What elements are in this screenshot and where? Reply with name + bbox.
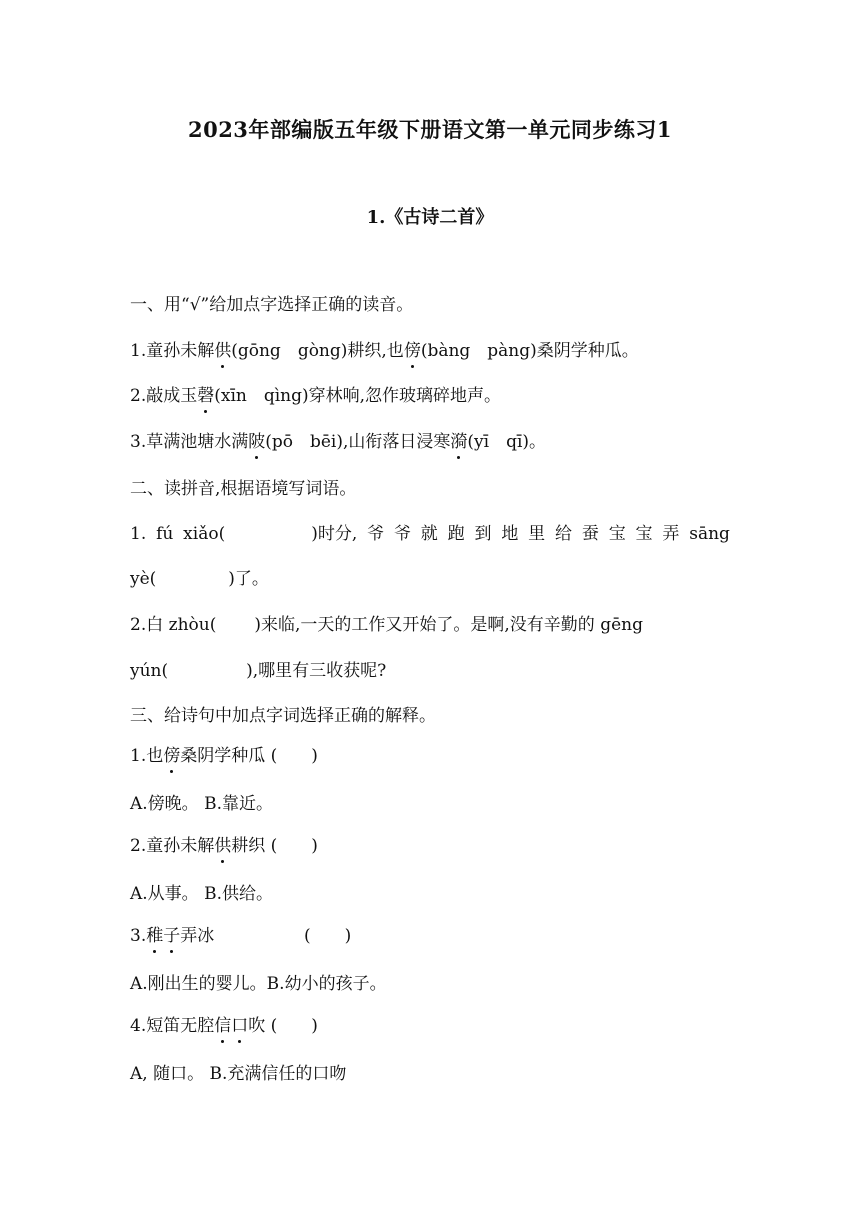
- question-3-3-paren: ( ): [304, 926, 352, 946]
- question-3-4: 4.短笛无腔信口吹 ( ): [130, 1016, 318, 1036]
- dotted-char: 傍: [403, 341, 421, 361]
- section-heading-pinyin: 二、读拼音,根据语境写词语。: [130, 479, 357, 499]
- question-2-2-line2: yún( ),哪里有三收获呢?: [130, 661, 387, 681]
- question-1-3: 3.草满池塘水满陂(pō bēi),山衔落日浸寒漪(yī qī)。: [130, 432, 547, 452]
- dotted-char: 供: [214, 341, 232, 361]
- question-2-1-line2: yè( )了。: [130, 569, 269, 589]
- question-3-4-options: A, 随口。 B.充满信任的口吻: [130, 1064, 347, 1084]
- section-heading-meaning: 三、给诗句中加点字词选择正确的解释。: [130, 706, 436, 726]
- dotted-char: 傍: [163, 746, 181, 766]
- dotted-char: 稚: [146, 926, 164, 946]
- question-2-1-line1: 1. fú xiǎo( )时分, 爷 爷 就 跑 到 地 里 给 蚕 宝 宝 弄 sāng: [130, 524, 730, 544]
- question-3-3-options: A.刚出生的婴儿。B.幼小的孩子。: [130, 974, 387, 994]
- question-1-1: 1.童孙未解供(gōng gòng)耕织,也傍(bàng pàng)桑阴学种瓜。: [130, 341, 639, 361]
- dotted-char: 信: [214, 1016, 232, 1036]
- dotted-char: 磬: [197, 386, 215, 406]
- dotted-char: 供: [214, 836, 232, 856]
- dotted-char: 漪: [450, 432, 468, 452]
- document-title: 2023年部编版五年级下册语文第一单元同步练习1: [187, 117, 673, 142]
- question-3-2-options: A.从事。 B.供给。: [130, 884, 273, 904]
- question-3-3: 3.稚子弄冰: [130, 926, 215, 946]
- dotted-char: 口: [231, 1016, 249, 1036]
- lesson-title: 1.《古诗二首》: [366, 207, 494, 228]
- question-3-1-options: A.傍晚。 B.靠近。: [130, 794, 273, 814]
- question-2-2-line1: 2.白 zhòu( )来临,一天的工作又开始了。是啊,没有辛勤的 gēng: [130, 615, 643, 635]
- question-1-2: 2.敲成玉磬(xīn qìng)穿林响,忽作玻璃碎地声。: [130, 386, 502, 406]
- question-3-2: 2.童孙未解供耕织 ( ): [130, 836, 318, 856]
- dotted-char: 子: [163, 926, 181, 946]
- section-heading-pronunciation: 一、用“√”给加点字选择正确的读音。: [130, 295, 414, 315]
- dotted-char: 陂: [248, 432, 266, 452]
- question-3-1: 1.也傍桑阴学种瓜 ( ): [130, 746, 318, 766]
